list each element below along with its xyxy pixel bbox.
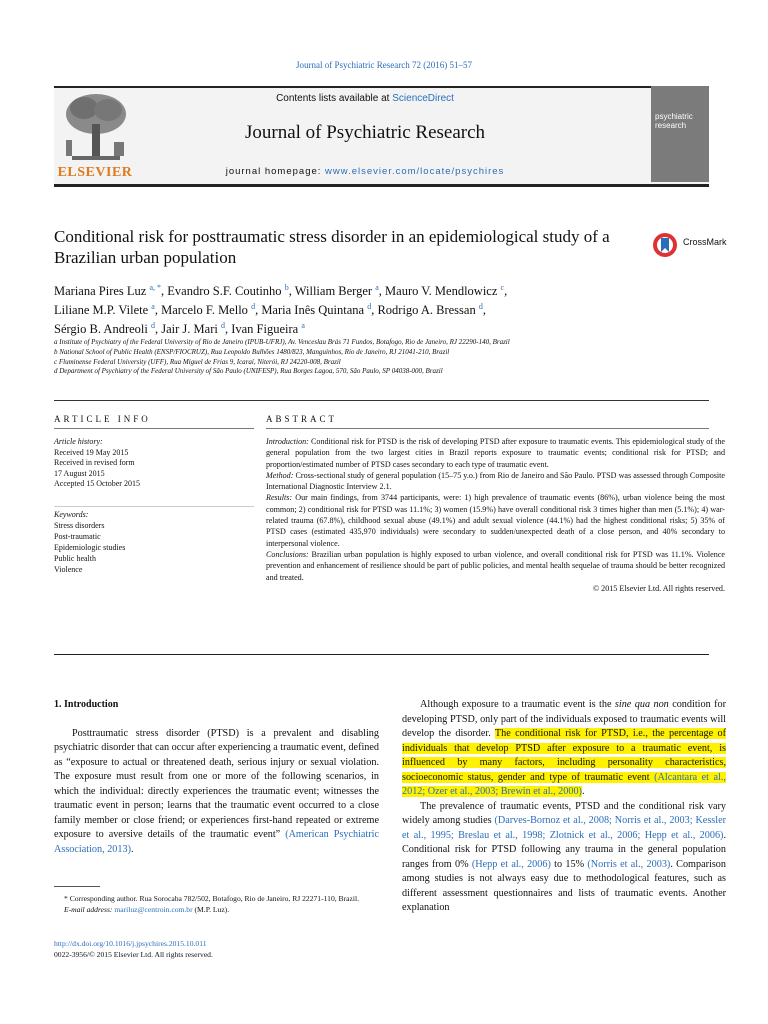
text: to 15% — [550, 858, 588, 870]
email-label: E-mail address: — [64, 905, 113, 914]
abstract-method — [266, 470, 725, 493]
email-link[interactable]: mariluz@centroin.com.br — [114, 905, 193, 914]
citation-link[interactable]: (American Psychiatric Association, 2013) — [54, 829, 380, 855]
footnote-divider — [54, 886, 100, 887]
text: . — [130, 843, 134, 855]
keyword: Post-traumatic — [54, 532, 101, 541]
text: Cross-sectional study of general population (15–75 y.o.) from Rio de Janeiro and São Paulo. PTSD was assessed through Composite International Diagnostic Interview 2.1. — [266, 470, 725, 492]
doi-link[interactable]: http://dx.doi.org/10.1016/j.jpsychires.2015.10.011 — [54, 939, 207, 948]
keyword: Stress disorders — [54, 521, 105, 530]
author-line: Sérgio B. Andreoli $^d$, Jair J. Mari $^d$, Ivan Figueira $^a$ — [54, 321, 305, 337]
label: Conclusions: — [266, 549, 309, 559]
sciencedirect-link[interactable]: ScienceDirect — [392, 93, 454, 104]
keyword: Public health — [54, 554, 96, 563]
divider — [54, 400, 709, 401]
keywords-label: Keywords: — [54, 510, 89, 519]
journal-title: Journal of Psychiatric Research — [244, 122, 486, 143]
journal-cover-image[interactable] — [651, 86, 709, 182]
issn-copyright: 0022-3956/© 2015 Elsevier Ltd. All rights reserved. — [54, 949, 213, 959]
divider — [54, 506, 254, 507]
affiliation-c: c Fluminense Federal University (UFF), Rua Miguel de Frias 9, Icaraí, Niterói, RJ 24220-008, Brazil — [54, 357, 341, 366]
history-item: 17 August 2015 — [54, 468, 105, 478]
email-suffix: (M.P. Luz). — [192, 905, 230, 914]
keyword: Violence — [54, 565, 83, 574]
abstract-conclusions — [266, 549, 725, 583]
doi-block — [54, 939, 379, 960]
affiliation-a: a Institute of Psychiatry of the Federal University of Rio de Janeiro (IPUB-UFRJ), Av. Venceslau Brás 71 Fundos, Botafogo, Rio de Janeiro, RJ 22290-140, Brazil — [54, 338, 510, 346]
divider — [54, 654, 709, 655]
contents-available — [140, 93, 590, 104]
highlighted-text[interactable]: The conditional risk for PTSD, i.e., the percentage of individuals that develop PTSD after exposure to a traumatic event, is influenced by many factors, including personality characteristics, socioeconomic status, gender and type of traumatic event — [402, 728, 726, 783]
text: Conditional risk for PTSD is the risk of developing PTSD after exposure to traumatic events. This epidemiological study of the general population from the two largest cities in Brazil reports exposure to traumatic events; conditional risk for PTSD; and proportion/estimated number of PTSD cases secondary to each type of traumatic event. — [266, 437, 725, 469]
keyword: Epidemiologic studies — [54, 543, 126, 552]
corresponding-author-note: * Corresponding author. Rua Sorocaba 782/502, Botafogo, Rio de Janeiro, RJ 22271-110, Brazil. — [64, 894, 359, 903]
affiliation-b: b National School of Public Health (ENSP/FIOCRUZ), Rua Leopoldo Bulhões 1480/823, Manguinhos, Rio de Janeiro, RJ 21041-210, Brazil — [54, 347, 450, 356]
journal-citation[interactable]: Journal of Psychiatric Research 72 (2016) 51–57 — [296, 60, 472, 70]
history-label: Article history: — [54, 437, 103, 446]
citation-link[interactable]: (Hepp et al., 2006) — [471, 858, 551, 870]
body-column-right — [402, 698, 726, 916]
keywords — [54, 509, 254, 575]
text: The prevalence of traumatic events, PTSD and the conditional risk vary widely among studies — [402, 800, 726, 826]
text: condition for developing PTSD, only part of the individuals exposed to traumatic events will develop the disorder. — [402, 699, 726, 739]
text: Although exposure to a traumatic event is the — [420, 699, 615, 710]
text: . — [581, 786, 585, 797]
paragraph — [54, 727, 379, 858]
abstract-body — [266, 436, 725, 594]
affiliations — [54, 338, 694, 377]
journal-homepage — [140, 166, 590, 177]
homepage-prefix: journal homepage: — [225, 166, 326, 177]
label: Results: — [266, 493, 293, 503]
tree-icon — [54, 88, 136, 166]
contents-prefix: Contents lists available at — [276, 93, 393, 104]
history-item: Accepted 15 October 2015 — [54, 479, 140, 488]
citation-link[interactable]: (Darves-Bornoz et al., 2008; Norris et al., 2003; Kessler et al., 1995; Breslau et al., 1998; Zlotnick et al., 2006; Hepp et al., 2006) — [402, 815, 727, 841]
author-line: Liliane M.P. Vilete $^a$, Marcelo F. Mello $^d$, Maria Inês Quintana $^d$, Rodrigo A. Bressan $^d$, — [54, 302, 486, 318]
section-heading: 1. Introduction — [54, 699, 119, 710]
abstract-heading: ABSTRACT — [266, 414, 338, 424]
text: Posttraumatic stress disorder (PTSD) is a prevalent and disabling psychiatric disorder that can occur after experiencing a traumatic event, defined as “exposure to actual or threatened death, serious injury or sexual violation. The exposure must result from one or more of the following scenarios, in which the individual: directly experiences the traumatic event; witnesses the traumatic event in person; learns that the traumatic event occurred to a close family member or close friend; or experiences first-hand repeated or extreme exposure to aversive details of the traumatic event” — [54, 727, 379, 840]
article-title: Conditional risk for posttraumatic stress disorder in an epidemiological study of a Brazilian urban population — [54, 227, 610, 267]
abstract-results — [266, 492, 725, 548]
crossmark-icon — [652, 232, 678, 258]
paragraph — [402, 698, 726, 800]
text: Brazilian urban population is highly exposed to urban violence, and overall conditional risk for PTSD was 11.1%. Violence prevention and enhancement of resilience should be part of public policies, and mental health sequelae of trauma should be better recognized and treated. — [266, 549, 725, 582]
author-line: Mariana Pires Luz $^{a, *}$, Evandro S.F. Coutinho $^b$, William Berger $^a$, Mauro V. Mendlowicz $^c$, — [54, 283, 508, 299]
paragraph — [402, 800, 726, 916]
elsevier-wordmark[interactable]: ELSEVIER — [57, 165, 133, 180]
crossmark-label[interactable]: CrossMark — [683, 237, 727, 247]
article-history — [54, 437, 254, 490]
divider — [54, 428, 254, 429]
text: Our main findings, from 3744 participants, were: 1) high prevalence of traumatic events (86%), urban violence being the most common; 2) conditional risk for PTSD was 11.1%; 3) women (15.9%) have overall conditional risk 3 times higher than men (5.1%); 4) war-related trauma (67.8%), childhood sexual abuse (49.1%) and adult sexual violence (44.1%) had the highest conditional risks; 5) 35% of PTSD cases (estimated 435,970 individuals) were secondary to sudden/unexpected death of a close person, and 40% secondary to interpersonal violence. — [266, 493, 725, 548]
history-item: Received 19 May 2015 — [54, 447, 129, 457]
citation-link[interactable]: (Alcantara et al., 2012; Ozer et al., 2003; Brewin et al., 2000) — [402, 771, 726, 797]
affiliation-d: d Department of Psychiatry of the Federal University of São Paulo (UNIFESP), Rua Borges Lagoa, 570, São Paulo, SP 04038-000, Brazil — [54, 367, 443, 376]
text: . Conditional risk for PTSD following any trauma in the general population ranges from 0% — [402, 829, 726, 870]
author-list — [54, 280, 654, 337]
label: Method: — [266, 470, 294, 480]
citation-link[interactable]: (Norris et al., 2003) — [587, 858, 671, 870]
email-note — [54, 904, 379, 915]
emphasis: sine qua non — [614, 699, 669, 710]
article-info-heading: ARTICLE INFO — [54, 414, 151, 424]
text: . Comparison among studies is not always easy due to methodological features, such as different assessment questionnaires and lists of traumatic events. Another explanation — [402, 858, 726, 913]
abstract-introduction — [266, 436, 725, 470]
abstract-copyright: © 2015 Elsevier Ltd. All rights reserved. — [592, 583, 725, 593]
footnotes — [54, 893, 379, 915]
body-column-left — [54, 698, 379, 857]
cover-title: psychiatric research — [655, 112, 693, 130]
label: Introduction: — [266, 437, 309, 446]
history-item: Received in revised form — [54, 458, 135, 467]
divider — [266, 428, 709, 429]
homepage-link[interactable]: www.elsevier.com/locate/psychires — [325, 166, 505, 177]
